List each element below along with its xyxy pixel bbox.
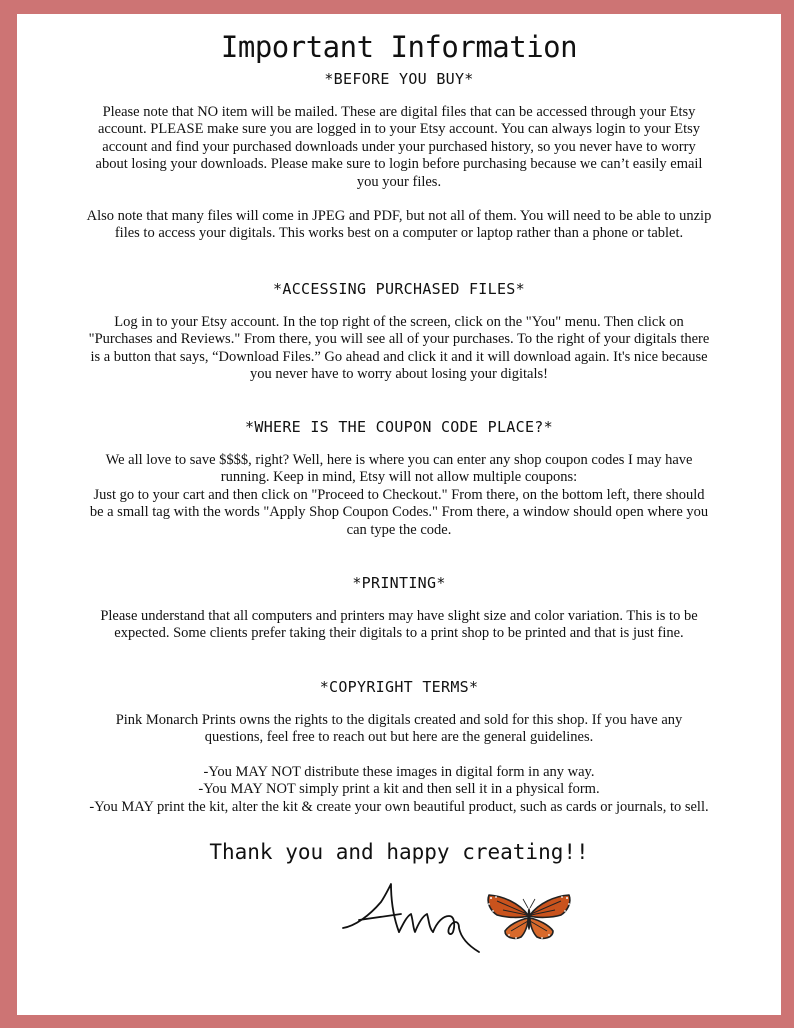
section-heading: *ACCESSING PURCHASED FILES*: [273, 280, 525, 298]
closing-message: Thank you and happy creating!!: [209, 840, 589, 864]
section-heading: *PRINTING*: [352, 574, 446, 592]
section-paragraph: Pink Monarch Prints owns the rights to the digitals created and sold for this shop. If you have any questions, feel free to reach out but here are the general guidelines.: [115, 712, 683, 746]
section-printing: [17, 574, 781, 643]
info-page: [17, 14, 781, 1015]
terms-item: -You MAY NOT distribute these images in digital form in any way.: [203, 763, 595, 780]
terms-item: -You MAY print the kit, alter the kit & create your own beautiful product, such as cards or journals, to sell.: [89, 798, 709, 815]
butterfly-icon: [483, 893, 575, 941]
section-heading: *COPYRIGHT TERMS*: [319, 678, 479, 696]
section-coupon-code: [17, 418, 781, 539]
section-before-you-buy: [17, 70, 781, 243]
section-copyright-terms: [17, 678, 781, 816]
section-paragraph: Please note that NO item will be mailed. These are digital files that can be accessed through your Etsy account. PLEASE make sure you are logged in to your Etsy account. You can always login to your Etsy account and find your purchased downloads under your purchased history, so you never have to worry about losing your downloads. Please make sure to login before purchasing because we can’t easily email you your files.: [95, 104, 703, 190]
page-title: Important Information: [220, 30, 578, 64]
section-paragraph: Log in to your Etsy account. In the top right of the screen, click on the "You" menu. Then click on "Purchases and Reviews." From there, you will see all of your purchases. To the right of your digitals there is a button that says, “Download Files.” Go ahead and click it and it will download again. It's nice because you never have to worry about losing your digitals!: [88, 314, 710, 383]
section-heading: *WHERE IS THE COUPON CODE PLACE?*: [245, 418, 553, 436]
section-heading: *BEFORE YOU BUY*: [324, 70, 474, 88]
section-paragraph: Please understand that all computers and printers may have slight size and color variation. This is to be expected. Some clients prefer taking their digitals to a print shop to be printed and that is just fine.: [100, 608, 698, 642]
signature: [329, 876, 489, 956]
copyright-terms-list: [17, 764, 781, 816]
section-paragraph: Also note that many files will come in JPEG and PDF, but not all of them. You will need to be able to unzip files to access your digitals. This works best on a computer or laptop rather than a phone or tablet.: [86, 208, 712, 242]
section-accessing-files: [17, 280, 781, 384]
terms-item: -You MAY NOT simply print a kit and then sell it in a physical form.: [198, 781, 600, 798]
section-paragraph: We all love to save $$$$, right? Well, here is where you can enter any shop coupon codes I may have running. Keep in mind, Etsy will not allow multiple coupons: Just go to your cart and then click on "Proceed to Checkout." From there, on the bottom left, there should be a small tag with the words "Apply Shop Coupon Codes." From there, a window should open where you can type the code.: [89, 452, 709, 538]
